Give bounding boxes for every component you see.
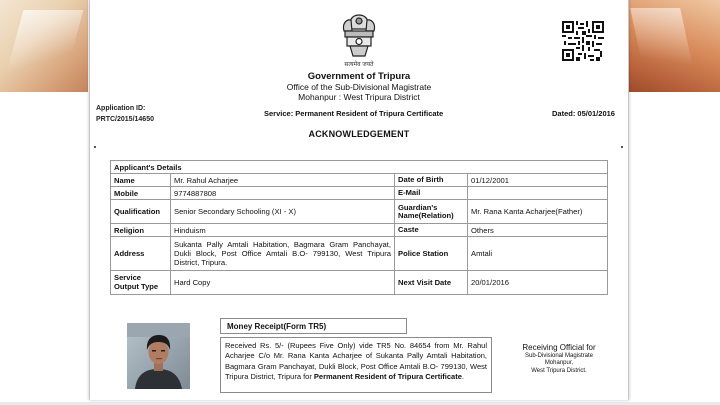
receiving-official-block — [498, 343, 620, 375]
religion-value: Hinduism — [171, 224, 395, 237]
application-id — [96, 103, 154, 125]
caste-value: Others — [468, 224, 608, 237]
email-label: E-Mail — [395, 187, 468, 200]
guardian-label — [395, 200, 468, 224]
money-receipt-body: Received Rs. 5/- (Rupees Five Only) vide TR5 No. 84654 from Mr. Rahul Acharjee C/o Mr. Rana Kanta Acharjee of Sukanta Pally Amtali Habitation, Bagmara Gram Panchayat, Dukli Block, Post Office Amtali B.O- 799130, West Tripura District, Tripura for — [225, 341, 487, 382]
guardian-label-line2: Name(Relation) — [398, 210, 454, 220]
caste-label: Caste — [395, 224, 468, 237]
name-value: Mr. Rahul Acharjee — [171, 174, 395, 187]
receiving-official-line4: West Tripura District. — [531, 367, 587, 374]
receiving-official-line2: Sub-Divisional Magistrate — [524, 352, 594, 359]
dob-label: Date of Birth — [395, 174, 468, 187]
money-receipt-text — [220, 337, 492, 393]
applicant-photo — [127, 323, 190, 389]
subdivision-name: Mohanpur : West Tripura District — [298, 92, 420, 102]
service-output-value: Hard Copy — [171, 271, 395, 295]
table-row — [111, 224, 608, 237]
receiving-official-line1: Receiving Official for — [522, 343, 596, 352]
service-output-label — [111, 271, 171, 295]
table-row — [111, 271, 608, 295]
money-receipt-end: . — [461, 372, 464, 382]
table-row — [111, 174, 608, 187]
name-label: Name — [111, 174, 171, 187]
money-receipt-title: Money Receipt(Form TR5) — [220, 318, 407, 334]
religion-label: Religion — [111, 224, 171, 237]
qualification-label: Qualification — [111, 200, 171, 224]
mobile-label: Mobile — [111, 187, 171, 200]
service-output-label-line2: Output Type — [114, 281, 159, 291]
police-station-value: Amtali — [468, 237, 608, 271]
qualification-value: Senior Secondary Schooling (XI - X) — [171, 200, 395, 224]
table-row — [111, 200, 608, 224]
applicant-details-table — [110, 160, 608, 295]
national-emblem-icon — [336, 9, 382, 63]
background-decoration-left — [0, 0, 88, 92]
divider-dot-right — [621, 146, 623, 148]
next-visit-value: 20/01/2016 — [468, 271, 608, 295]
next-visit-label: Next Visit Date — [395, 271, 468, 295]
date-issued: Dated: 05/01/2016 — [552, 109, 615, 118]
guardian-label-line1: Guardian's — [398, 202, 438, 212]
office-name: Office of the Sub-Divisional Magistrate — [286, 82, 432, 92]
divider-dot-left — [94, 146, 96, 148]
acknowledgement-title: ACKNOWLEDGEMENT — [308, 129, 410, 139]
email-value — [468, 187, 608, 200]
table-row — [111, 187, 608, 200]
address-label: Address — [111, 237, 171, 271]
application-id-label: Application ID: — [96, 105, 146, 112]
government-title: Government of Tripura — [307, 71, 411, 82]
emblem-motto: सत्यमेव जयते — [344, 62, 374, 68]
acknowledgement-document — [89, 0, 629, 400]
application-id-value: PRTC/2015/14650 — [96, 116, 154, 123]
background-decoration-right — [628, 0, 720, 92]
dob-value: 01/12/2001 — [468, 174, 608, 187]
police-station-label: Police Station — [395, 237, 468, 271]
service-name: Service: Permanent Resident of Tripura Certificate — [264, 109, 444, 118]
address-value: Sukanta Pally Amtali Habitation, Bagmara Gram Panchayat, Dukli Block, Post Office Amtali B.O- 799130, West Tripura District, Tripura. — [171, 237, 395, 271]
qr-code-icon — [562, 21, 604, 61]
receiving-official-line3: Mohanpur, — [544, 360, 574, 366]
guardian-value: Mr. Rana Kanta Acharjee(Father) — [468, 200, 608, 224]
mobile-value: 9774887808 — [171, 187, 395, 200]
applicant-details-heading: Applicant's Details — [111, 161, 608, 174]
service-output-label-line1: Service — [114, 273, 142, 282]
money-receipt-certificate: Permanent Resident of Tripura Certificate — [313, 372, 462, 382]
table-row — [111, 237, 608, 271]
